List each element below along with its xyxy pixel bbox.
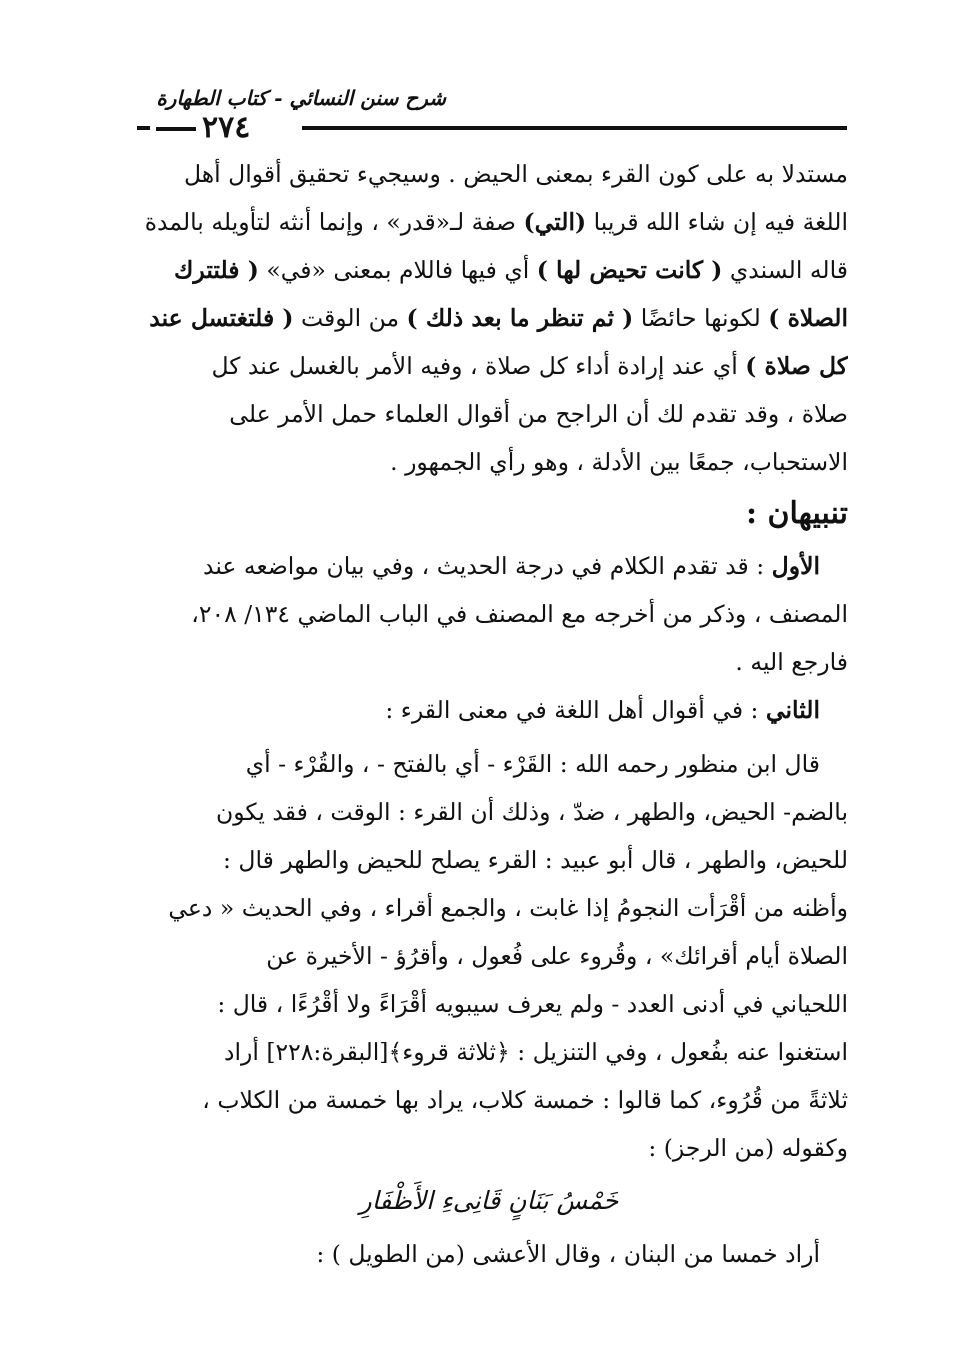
- bold-run: الثاني: [765, 696, 820, 724]
- text-run: : قد تقدم الكلام في درجة الحديث ، وفي بيان مواضعه عند: [202, 552, 772, 580]
- bold-run: ( فلتترك: [174, 256, 259, 284]
- page-number: [150, 110, 302, 145]
- poetry-verse: خَمْسُ بَنَانٍ قَانِىءِ الأَظْفَارِ: [359, 1186, 619, 1215]
- page-body: [130, 150, 848, 1278]
- paragraph-1: [130, 150, 848, 486]
- paragraph-3: [130, 686, 848, 734]
- text-line: صلاة ، وقد تقدم لك أن الراجح من أقوال العلماء حمل الأمر على: [229, 400, 848, 428]
- bold-run: الأول: [771, 552, 820, 580]
- text-line: [130, 686, 848, 734]
- text-line: وكقوله (من الرجز) :: [648, 1134, 848, 1162]
- text-line: للحيض، والطهر ، قال أبو عبيد : القرء يصلح للحيض والطهر قال :: [223, 846, 848, 874]
- paragraph-2: [130, 542, 848, 686]
- text-line: المصنف ، وذكر من أخرجه مع المصنف في الباب الماضي ١٣٤/ ٢٠٨،: [191, 600, 848, 628]
- text-line: بالضم- الحيض، والطهر ، ضدّ ، وذلك أن القرء : الوقت ، فقد يكون: [216, 798, 848, 826]
- text-line: الاستحباب، جمعًا بين الأدلة ، وهو رأي الجمهور .: [390, 448, 848, 476]
- bold-run: (التي): [523, 208, 587, 236]
- text-line: [130, 198, 848, 246]
- running-header-title: شرح سنن النسائي - كتاب الطهارة: [156, 86, 446, 110]
- text-line: اللحياني في أدنى العدد - ولم يعرف سيبويه أقْرَاءً ولا أقْرُءًا ، قال :: [217, 990, 848, 1018]
- text-run: اللغة فيه إن شاء الله قريبا: [586, 208, 848, 236]
- text-line: قال ابن منظور رحمه الله : القَرْء - أي بالفتح - ، والقُرْء - أي: [245, 750, 820, 778]
- text-line: ثلاثةً من قُرُوء، كما قالوا : خمسة كلاب، يراد بها خمسة من الكلاب ،: [202, 1086, 848, 1114]
- text-run: : في أقوال أهل اللغة في معنى القرء :: [385, 696, 766, 724]
- bold-run: ( كانت تحيض لها ): [536, 256, 723, 284]
- text-line: [130, 294, 848, 342]
- text-line: [130, 342, 848, 390]
- page-number-dash: [156, 127, 196, 131]
- text-run: أي عند إرادة أداء كل صلاة ، وفيه الأمر بالغسل عند كل: [211, 352, 746, 380]
- bold-run: ( فلتغتسل عند: [149, 304, 294, 332]
- text-run: صفة لـ«قدر» ، وإنما أنثه لتأويله بالمدة: [144, 208, 524, 236]
- paragraph-5: [130, 1230, 848, 1278]
- text-run: أي فيها فاللام بمعنى «في»: [258, 256, 537, 284]
- bold-run: الصلاة ): [768, 304, 848, 332]
- paragraph-4: [130, 740, 848, 1172]
- text-line: مستدلا به على كون القرء بمعنى الحيض . وسيجيء تحقيق أقوال أهل: [183, 160, 848, 188]
- text-line: وأظنه من أقْرَأت النجومُ إذا غابت ، والجمع أقراء ، وفي الحديث « دعي: [168, 894, 848, 922]
- section-heading: تنبيهان :: [745, 496, 848, 531]
- text-line: استغنوا عنه بفُعول ، وفي التنزيل : ﴿ثلاثة قروء﴾[البقرة:٢٢٨] أراد: [224, 1038, 848, 1066]
- page-number-text: ٢٧٤: [202, 110, 251, 145]
- text-line: فارجع اليه .: [735, 648, 848, 676]
- text-line: الصلاة أيام أقرائك» ، وقُروء على فُعول ، وأقرُؤ - الأخيرة عن: [266, 942, 848, 970]
- text-line: [130, 542, 848, 590]
- text-line: [130, 246, 848, 294]
- bold-run: كل صلاة ): [745, 352, 848, 380]
- text-run: من الوقت: [293, 304, 407, 332]
- bold-run: ( ثم تنظر ما بعد ذلك ): [406, 304, 634, 332]
- text-run: قاله السندي: [722, 256, 848, 284]
- text-run: لكونها حائضًا: [633, 304, 769, 332]
- text-line: أراد خمسا من البنان ، وقال الأعشى (من الطويل ) :: [316, 1240, 820, 1268]
